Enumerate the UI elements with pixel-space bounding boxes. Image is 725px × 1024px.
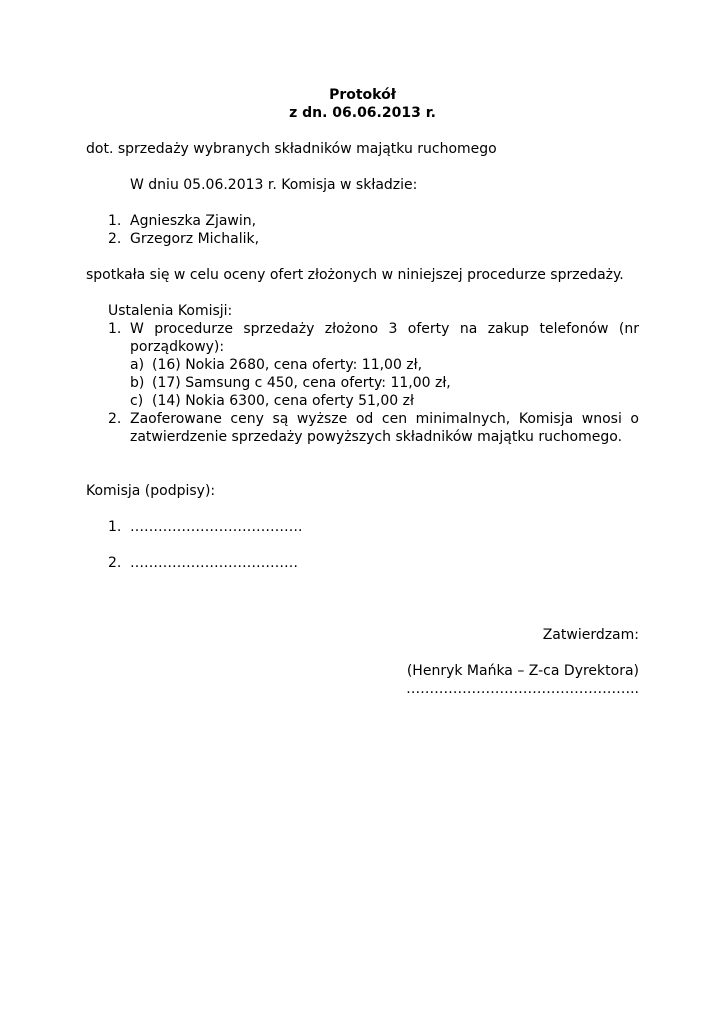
offer-letter: b) bbox=[130, 375, 145, 391]
offer-item: (16) Nokia 2680, cena oferty: 11,00 zł, bbox=[152, 357, 423, 373]
offer-letter: c) bbox=[130, 393, 144, 409]
list-number: 1. bbox=[108, 519, 122, 535]
list-number: 2. bbox=[108, 411, 122, 427]
list-number: 2. bbox=[108, 231, 122, 247]
intro-paragraph: W dniu 05.06.2013 r. Komisja w składzie: bbox=[130, 177, 418, 193]
approver-name: (Henryk Mańka – Z-ca Dyrektora) bbox=[406, 663, 639, 679]
findings-heading: Ustalenia Komisji: bbox=[108, 303, 233, 319]
list-number: 1. bbox=[108, 213, 122, 229]
approval-label: Zatwierdzam: bbox=[542, 627, 639, 643]
list-number: 2. bbox=[108, 555, 122, 571]
member-name: Agnieszka Zjawin, bbox=[130, 213, 257, 229]
signatures-heading: Komisja (podpisy): bbox=[86, 483, 216, 499]
signature-line: ……………………………… bbox=[130, 555, 298, 571]
finding-2-line-2: zatwierdzenie sprzedaży powyższych składników majątku ruchomego. bbox=[130, 429, 623, 445]
offer-letter: a) bbox=[130, 357, 145, 373]
offer-item: (14) Nokia 6300, cena oferty 51,00 zł bbox=[152, 393, 414, 409]
member-name: Grzegorz Michalik, bbox=[130, 231, 260, 247]
list-number: 1. bbox=[108, 321, 122, 337]
approval-signature-line: ………………………………………….. bbox=[406, 681, 639, 697]
document-date: z dn. 06.06.2013 r. bbox=[289, 105, 436, 121]
signature-line: ………………………………. bbox=[130, 519, 303, 535]
finding-2-line-1: Zaoferowane ceny są wyższe od cen minimalnych, Komisja wnosi o bbox=[130, 411, 639, 427]
finding-1-line-2: porządkowy): bbox=[130, 339, 225, 355]
offer-item: (17) Samsung c 450, cena oferty: 11,00 zł, bbox=[152, 375, 451, 391]
finding-1-line-1: W procedurze sprzedaży złożono 3 oferty na zakup telefonów (nr bbox=[130, 321, 639, 337]
document-title: Protokół bbox=[329, 87, 396, 103]
subject-line: dot. sprzedaży wybranych składników majątku ruchomego bbox=[86, 141, 497, 157]
purpose-paragraph: spotkała się w celu oceny ofert złożonych w niniejszej procedurze sprzedaży. bbox=[86, 267, 624, 283]
